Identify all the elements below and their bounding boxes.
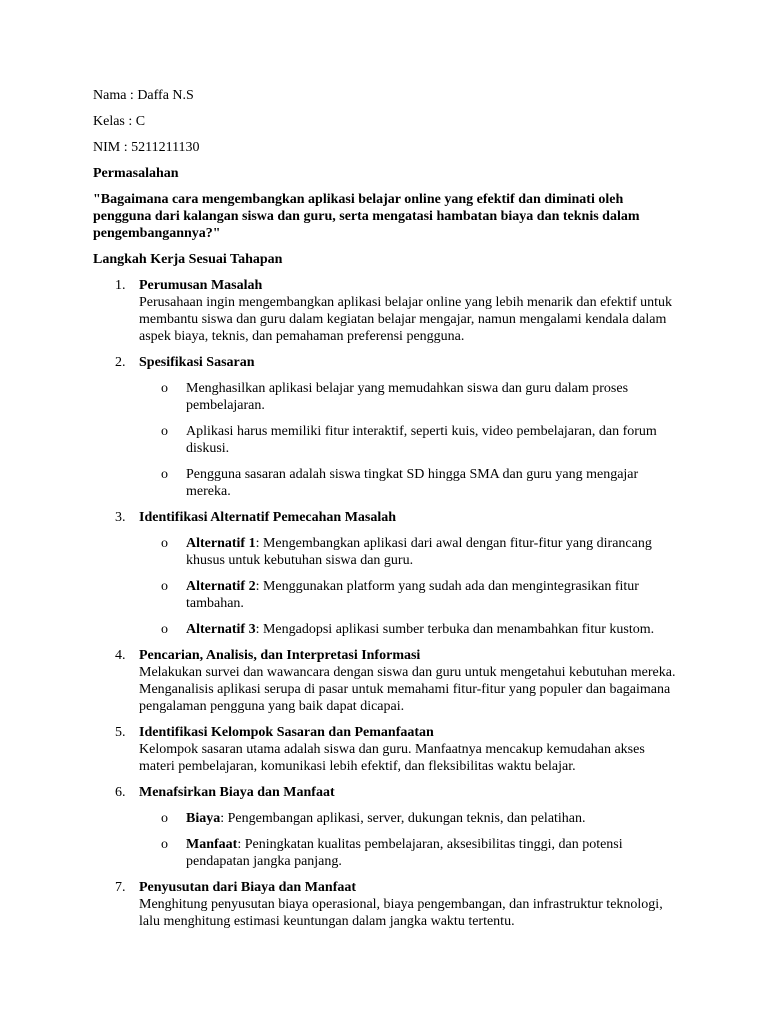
step-title: Perumusan Masalah bbox=[139, 278, 263, 293]
sub-item-lead: Alternatif 3 bbox=[186, 622, 256, 637]
sub-item bbox=[139, 535, 678, 569]
student-name: Nama : Daffa N.S bbox=[93, 88, 194, 103]
step-body: Melakukan survei dan wawancara dengan siswa dan guru untuk mengetahui kebutuhan mereka. Menganalisis aplikasi serupa di pasar untuk memahami fitur-fitur yang populer dan bagaimana pengalaman pengguna yang baik dapat dicapai. bbox=[139, 665, 676, 714]
step-number: 1. bbox=[115, 278, 126, 293]
step-item bbox=[93, 784, 678, 870]
step-item bbox=[93, 509, 678, 638]
sub-item-text: : Mengembangkan aplikasi dari awal dengan fitur-fitur yang dirancang khusus untuk kebutuhan siswa dan guru. bbox=[186, 536, 652, 568]
step-number: 7. bbox=[115, 880, 126, 895]
circle-bullet-icon: o bbox=[161, 467, 168, 482]
step-title: Menafsirkan Biaya dan Manfaat bbox=[139, 785, 335, 800]
sub-item bbox=[139, 380, 678, 414]
circle-bullet-icon: o bbox=[161, 811, 168, 826]
step-body: Kelompok sasaran utama adalah siswa dan guru. Manfaatnya mencakup kemudahan akses materi pembelajaran, komunikasi lebih efektif, dan fleksibilitas waktu belajar. bbox=[139, 742, 645, 774]
sub-item bbox=[139, 578, 678, 612]
sub-list bbox=[139, 535, 678, 638]
student-nim: NIM : 5211211130 bbox=[93, 140, 200, 155]
permasalahan-heading: Permasalahan bbox=[93, 166, 179, 181]
step-item bbox=[93, 879, 678, 930]
circle-bullet-icon: o bbox=[161, 622, 168, 637]
step-body: Menghitung penyusutan biaya operasional, biaya pengembangan, dan infrastruktur teknologi, lalu menghitung estimasi keuntungan dalam jangka waktu tertentu. bbox=[139, 897, 663, 929]
step-title: Penyusutan dari Biaya dan Manfaat bbox=[139, 880, 357, 895]
sub-item-text: Menghasilkan aplikasi belajar yang memudahkan siswa dan guru dalam proses pembelajaran. bbox=[186, 381, 629, 413]
steps-list bbox=[93, 277, 678, 930]
step-body: Perusahaan ingin mengembangkan aplikasi belajar online yang lebih menarik dan efektif untuk membantu siswa dan guru dalam kegiatan belajar mengajar, namun mengalami kendala dalam aspek biaya, teknis, dan pemahaman preferensi pengguna. bbox=[139, 295, 672, 344]
circle-bullet-icon: o bbox=[161, 424, 168, 439]
step-item bbox=[93, 647, 678, 715]
step-title: Identifikasi Kelompok Sasaran dan Pemanfaatan bbox=[139, 725, 434, 740]
step-number: 6. bbox=[115, 785, 126, 800]
step-number: 5. bbox=[115, 725, 126, 740]
sub-item-text: : Pengembangan aplikasi, server, dukungan teknis, dan pelatihan. bbox=[220, 811, 586, 826]
step-item bbox=[93, 354, 678, 500]
langkah-heading: Langkah Kerja Sesuai Tahapan bbox=[93, 252, 283, 267]
sub-item bbox=[139, 621, 678, 638]
sub-item bbox=[139, 466, 678, 500]
sub-item bbox=[139, 423, 678, 457]
sub-list bbox=[139, 810, 678, 870]
step-number: 2. bbox=[115, 355, 126, 370]
step-title: Identifikasi Alternatif Pemecahan Masalah bbox=[139, 510, 397, 525]
sub-item-text: : Mengadopsi aplikasi sumber terbuka dan menambahkan fitur kustom. bbox=[255, 622, 655, 637]
step-number: 4. bbox=[115, 648, 126, 663]
sub-item bbox=[139, 810, 678, 827]
sub-item bbox=[139, 836, 678, 870]
sub-item-text: Pengguna sasaran adalah siswa tingkat SD hingga SMA dan guru yang mengajar mereka. bbox=[186, 467, 639, 499]
sub-list bbox=[139, 380, 678, 500]
sub-item-text: Aplikasi harus memiliki fitur interaktif, seperti kuis, video pembelajaran, dan forum diskusi. bbox=[186, 424, 657, 456]
sub-item-lead: Alternatif 1 bbox=[186, 536, 256, 551]
step-title: Spesifikasi Sasaran bbox=[139, 355, 255, 370]
sub-item-lead: Alternatif 2 bbox=[186, 579, 256, 594]
sub-item-text: : Peningkatan kualitas pembelajaran, aksesibilitas tinggi, dan potensi pendapatan jangka panjang. bbox=[186, 837, 623, 869]
circle-bullet-icon: o bbox=[161, 837, 168, 852]
document-page bbox=[93, 87, 678, 939]
sub-item-lead: Manfaat bbox=[186, 837, 238, 852]
step-item bbox=[93, 277, 678, 345]
sub-item-text: : Menggunakan platform yang sudah ada dan mengintegrasikan fitur tambahan. bbox=[186, 579, 639, 611]
student-class: Kelas : C bbox=[93, 114, 146, 129]
circle-bullet-icon: o bbox=[161, 579, 168, 594]
step-item bbox=[93, 724, 678, 775]
step-title: Pencarian, Analisis, dan Interpretasi Informasi bbox=[139, 648, 421, 663]
step-number: 3. bbox=[115, 510, 126, 525]
sub-item-lead: Biaya bbox=[186, 811, 221, 826]
circle-bullet-icon: o bbox=[161, 536, 168, 551]
circle-bullet-icon: o bbox=[161, 381, 168, 396]
permasalahan-text: "Bagaimana cara mengembangkan aplikasi belajar online yang efektif dan diminati oleh pengguna dari kalangan siswa dan guru, serta mengatasi hambatan biaya dan teknis dalam pengembangannya?" bbox=[93, 192, 640, 241]
